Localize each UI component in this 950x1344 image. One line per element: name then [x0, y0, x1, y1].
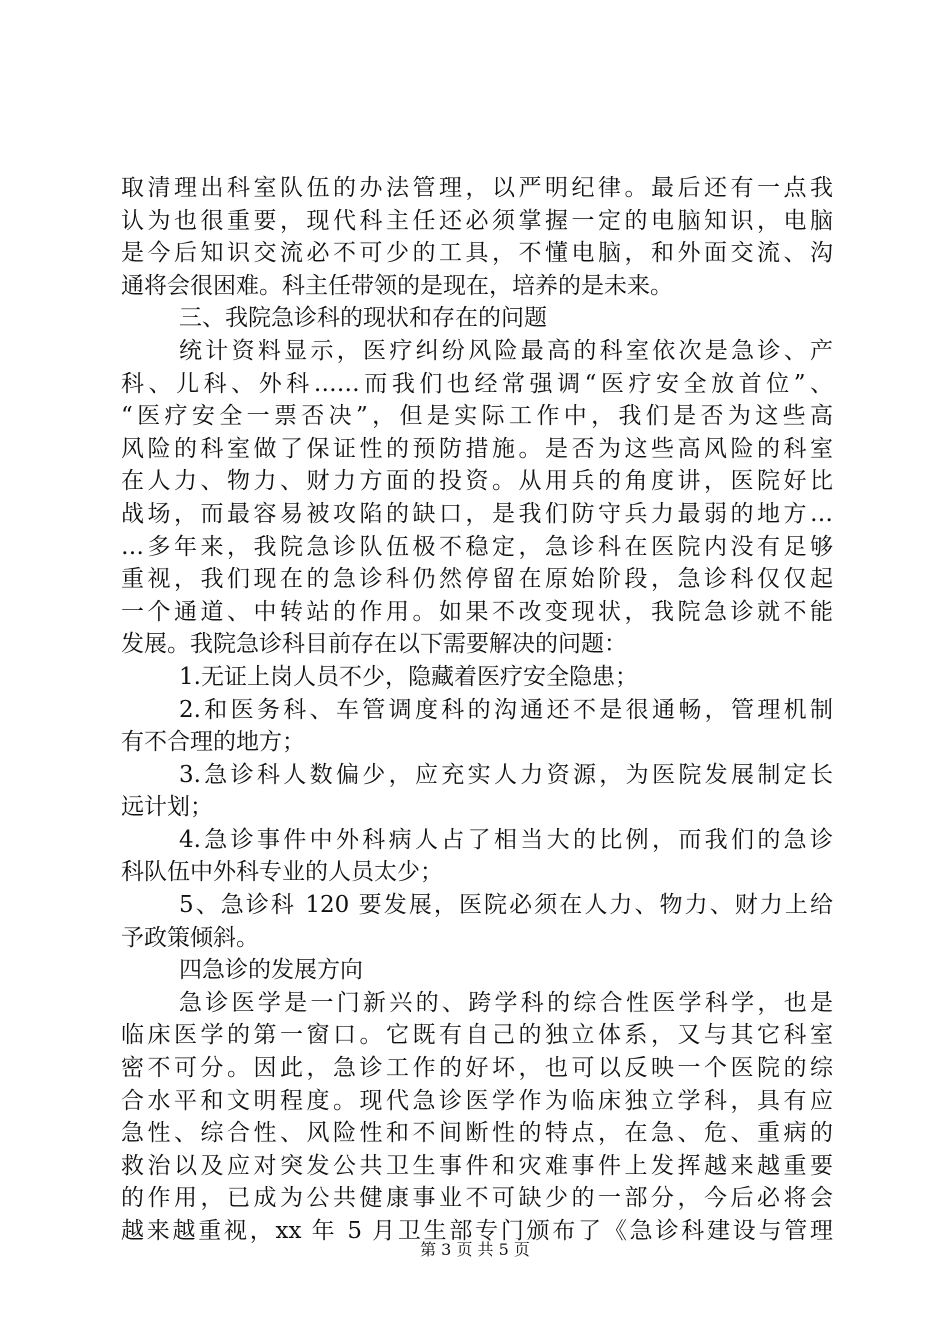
text-line: 是今后知识交流必不可少的工具，不懂电脑，和外面交流、沟	[121, 240, 833, 267]
document-body	[121, 172, 833, 1248]
text-line: 急性、综合性、风险性和不间断性的特点，在急、危、重病的	[121, 1120, 833, 1147]
text-line: 有不合理的地方；	[121, 729, 305, 756]
text-line: 认为也很重要，现代科主任还必须掌握一定的电脑知识，电脑	[121, 207, 833, 234]
text-line: 远计划；	[121, 794, 213, 821]
text-line: 合水平和文明程度。现代急诊医学作为临床独立学科，具有应	[121, 1087, 833, 1114]
text-line: 风险的科室做了保证性的预防措施。是否为这些高风险的科室	[121, 435, 833, 462]
text-line: 3.急诊科人数偏少，应充实人力资源，为医院发展制定长	[179, 761, 833, 788]
text-line: …多年来，我院急诊队伍极不稳定，急诊科在医院内没有足够	[121, 533, 833, 560]
text-line: 急诊医学是一门新兴的、跨学科的综合性医学科学，也是	[179, 989, 833, 1016]
text-line: 通将会很困难。科主任带领的是现在，培养的是未来。	[121, 272, 673, 299]
text-line: 四急诊的发展方向	[179, 957, 363, 984]
text-line: 在人力、物力、财力方面的投资。从用兵的角度讲，医院好比	[121, 468, 833, 495]
text-line: 一个通道、中转站的作用。如果不改变现状，我院急诊就不能	[121, 598, 833, 625]
text-line: 重视，我们现在的急诊科仍然停留在原始阶段，急诊科仅仅起	[121, 566, 833, 593]
text-line: 发展。我院急诊科目前存在以下需要解决的问题：	[121, 631, 627, 658]
text-line: 救治以及应对突发公共卫生事件和灾难事件上发挥越来越重要	[121, 1152, 833, 1179]
text-line: 科、儿科、外科……而我们也经常强调“医疗安全放首位”、	[121, 370, 833, 397]
text-line: 统计资料显示，医疗纠纷风险最高的科室依次是急诊、产	[179, 337, 833, 364]
text-line: 4.急诊事件中外科病人占了相当大的比例，而我们的急诊	[179, 826, 833, 853]
text-line: 取清理出科室队伍的办法管理，以严明纪律。最后还有一点我	[121, 175, 833, 201]
text-line: 越来越重视，xx 年 5 月卫生部专门颁布了《急诊科建设与管理	[121, 1218, 833, 1244]
text-line: 三、我院急诊科的现状和存在的问题	[179, 305, 547, 332]
text-line: 科队伍中外科专业的人员太少；	[121, 859, 443, 886]
text-line: 密不可分。因此，急诊工作的好坏，也可以反映一个医院的综	[121, 1055, 833, 1082]
text-line: 的作用，已成为公共健康事业不可缺少的一部分，今后必将会	[121, 1185, 833, 1212]
page-footer: 第 3 页 共 5 页	[420, 1240, 530, 1259]
text-line: 战场，而最容易被攻陷的缺口，是我们防守兵力最弱的地方…	[121, 500, 833, 527]
text-line: 予政策倾斜。	[121, 924, 259, 951]
text-line: 临床医学的第一窗口。它既有自己的独立体系，又与其它科室	[121, 1022, 833, 1049]
text-line: 5、急诊科 120 要发展，医院必须在人力、物力、财力上给	[179, 892, 833, 919]
text-line: 1.无证上岗人员不少，隐藏着医疗安全隐患；	[179, 663, 638, 690]
text-line: 2.和医务科、车管调度科的沟通还不是很通畅，管理机制	[179, 696, 833, 723]
text-line: “医疗安全一票否决”，但是实际工作中，我们是否为这些高	[121, 403, 833, 430]
